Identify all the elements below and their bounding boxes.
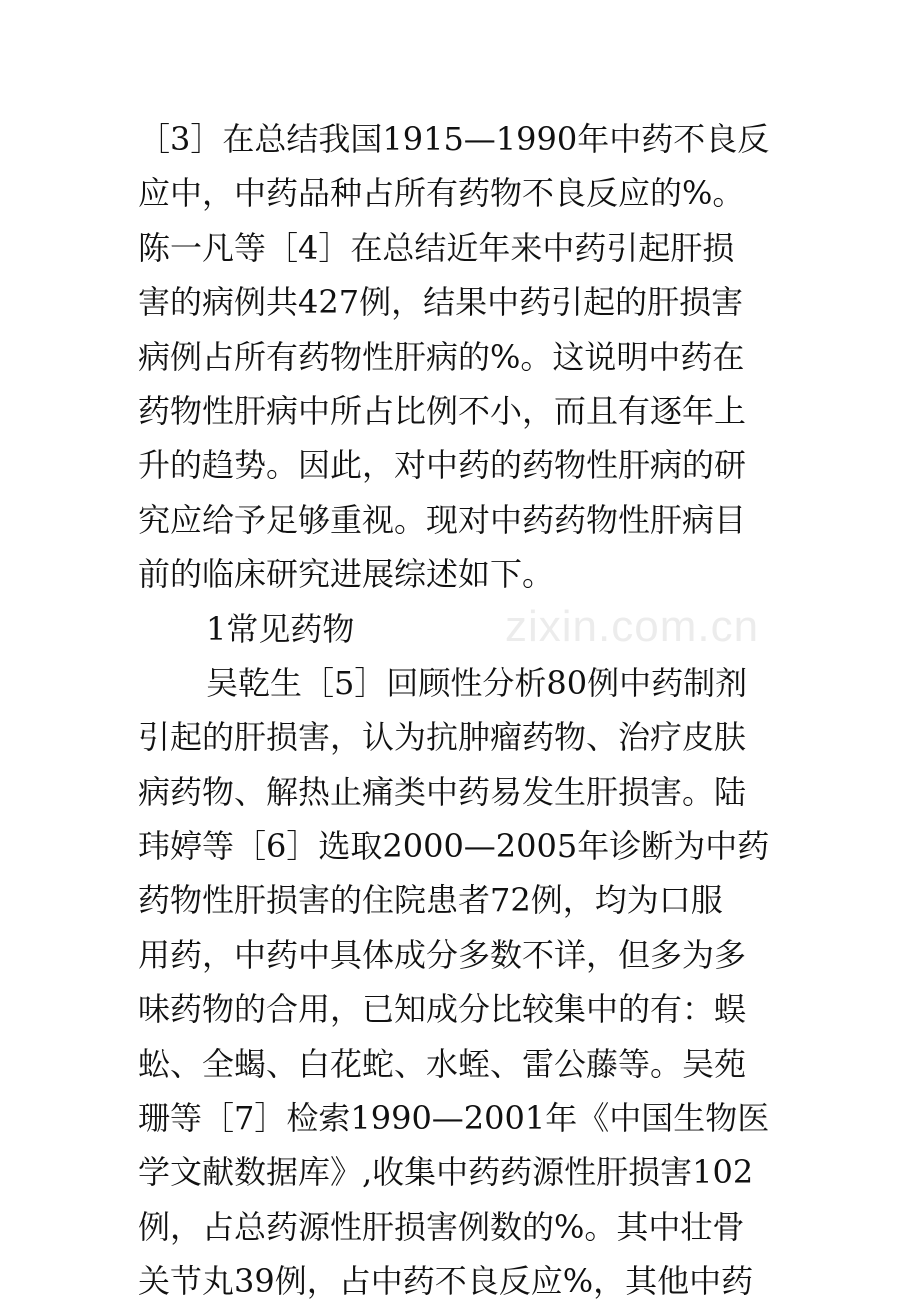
text-line: 升的趋势。因此，对中药的药物性肝病的研 [138, 446, 747, 485]
watermark: zixin.com.cn [505, 602, 760, 651]
text-line: 关节丸39例，占中药不良反应%，其他中药 [138, 1262, 754, 1301]
paragraph-start-line: 吴乾生［5］回顾性分析80例中药制剂 [206, 663, 748, 702]
text-line: 珊等［7］检索1990—2001年《中国生物医 [138, 1099, 770, 1138]
text-line: 味药物的合用，已知成分比较集中的有：蜈 [138, 990, 747, 1029]
text-line: 蚣、全蝎、白花蛇、水蛭、雷公藤等。吴苑 [138, 1044, 747, 1083]
text-line: 用药，中药中具体成分多数不详，但多为多 [138, 935, 747, 974]
text-line: 害的病例共427例，结果中药引起的肝损害 [138, 283, 744, 322]
text-line: 前的临床研究进展综述如下。 [138, 555, 555, 594]
text-line: 应中，中药品种占所有药物不良反应的%。 [138, 174, 745, 213]
text-line: 病例占所有药物性肝病的%。这说明中药在 [138, 337, 745, 376]
text-line: 引起的肝损害，认为抗肿瘤药物、治疗皮肤 [138, 718, 747, 757]
text-line: 病药物、解热止痛类中药易发生肝损害。陆 [138, 772, 747, 811]
text-line: 陈一凡等［4］在总结近年来中药引起肝损 [138, 228, 735, 267]
section-heading: 1常见药物 [206, 609, 355, 648]
text-line: 例，占总药源性肝损害例数的%。其中壮骨 [138, 1207, 745, 1246]
text-line: 究应给予足够重视。现对中药药物性肝病目 [138, 500, 747, 539]
document-body [138, 112, 798, 1309]
text-line: 药物性肝损害的住院患者72例，均为口服 [138, 881, 723, 920]
text-line: ［3］在总结我国1915—1990年中药不良反 [138, 120, 770, 158]
text-line: 药物性肝病中所占比例不小，而且有逐年上 [138, 391, 747, 430]
text-line: 学文献数据库》,收集中药药源性肝损害102 [138, 1153, 754, 1192]
text-line: 玮婷等［6］选取2000—2005年诊断为中药 [138, 827, 770, 866]
